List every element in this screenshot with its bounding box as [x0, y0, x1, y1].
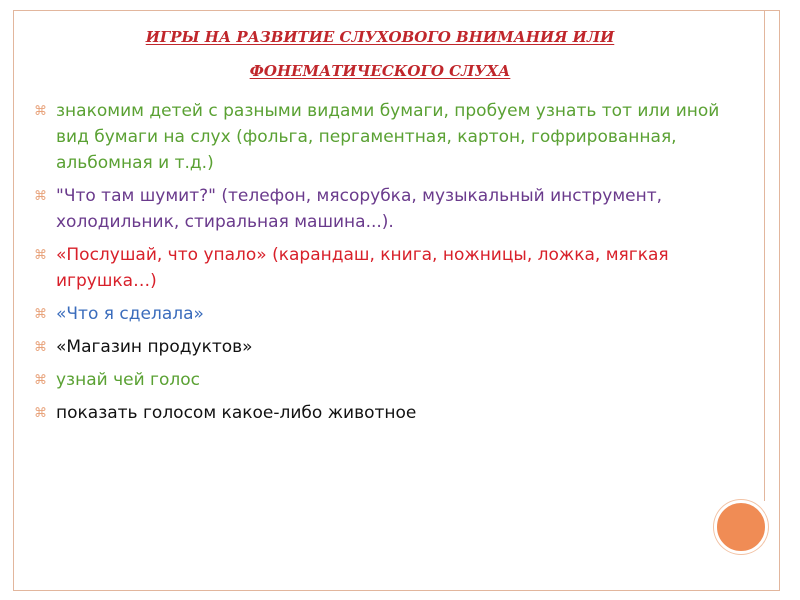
list-item-text: «Что я сделала»	[56, 304, 204, 324]
ornate-bullet-icon: ⌘	[34, 373, 47, 388]
list-item	[34, 98, 750, 176]
list-item	[34, 367, 750, 393]
bullet-list	[34, 98, 750, 433]
ornate-bullet-icon: ⌘	[34, 104, 47, 119]
list-item	[34, 334, 750, 360]
ornate-bullet-icon: ⌘	[34, 307, 47, 322]
ornate-bullet-icon: ⌘	[34, 406, 47, 421]
list-item-text: знакомим детей с разными видами бумаги, пробуем узнать тот или иной вид бумаги на слух (фольга, пергаментная, картон, гофрированная, альбомная и т.д.)	[56, 101, 720, 173]
list-item-text: показать голосом какое-либо животное	[56, 403, 417, 423]
list-item-text: "Что там шумит?" (телефон, мясорубка, музыкальный инструмент, холодильник, стиральная машина...).	[56, 186, 663, 232]
list-item	[34, 301, 750, 327]
list-item	[34, 242, 750, 294]
ornate-bullet-icon: ⌘	[34, 248, 47, 263]
slide-title-line-1: ИГРЫ НА РАЗВИТИЕ СЛУХОВОГО ВНИМАНИЯ ИЛИ	[145, 28, 615, 46]
ornate-bullet-icon: ⌘	[34, 340, 47, 355]
list-item-text: «Магазин продуктов»	[56, 337, 253, 357]
ornate-bullet-icon: ⌘	[34, 189, 47, 204]
list-item	[34, 400, 750, 426]
list-item-text: узнай чей голос	[56, 370, 200, 390]
list-item-text: «Послушай, что упало» (карандаш, книга, ножницы, ложка, мягкая игрушка…)	[56, 245, 669, 291]
orange-circle-decoration	[714, 500, 768, 554]
list-item	[34, 183, 750, 235]
slide-title-line-2: ФОНЕМАТИЧЕСКОГО СЛУХА	[249, 62, 511, 80]
frame-rule	[764, 11, 765, 501]
